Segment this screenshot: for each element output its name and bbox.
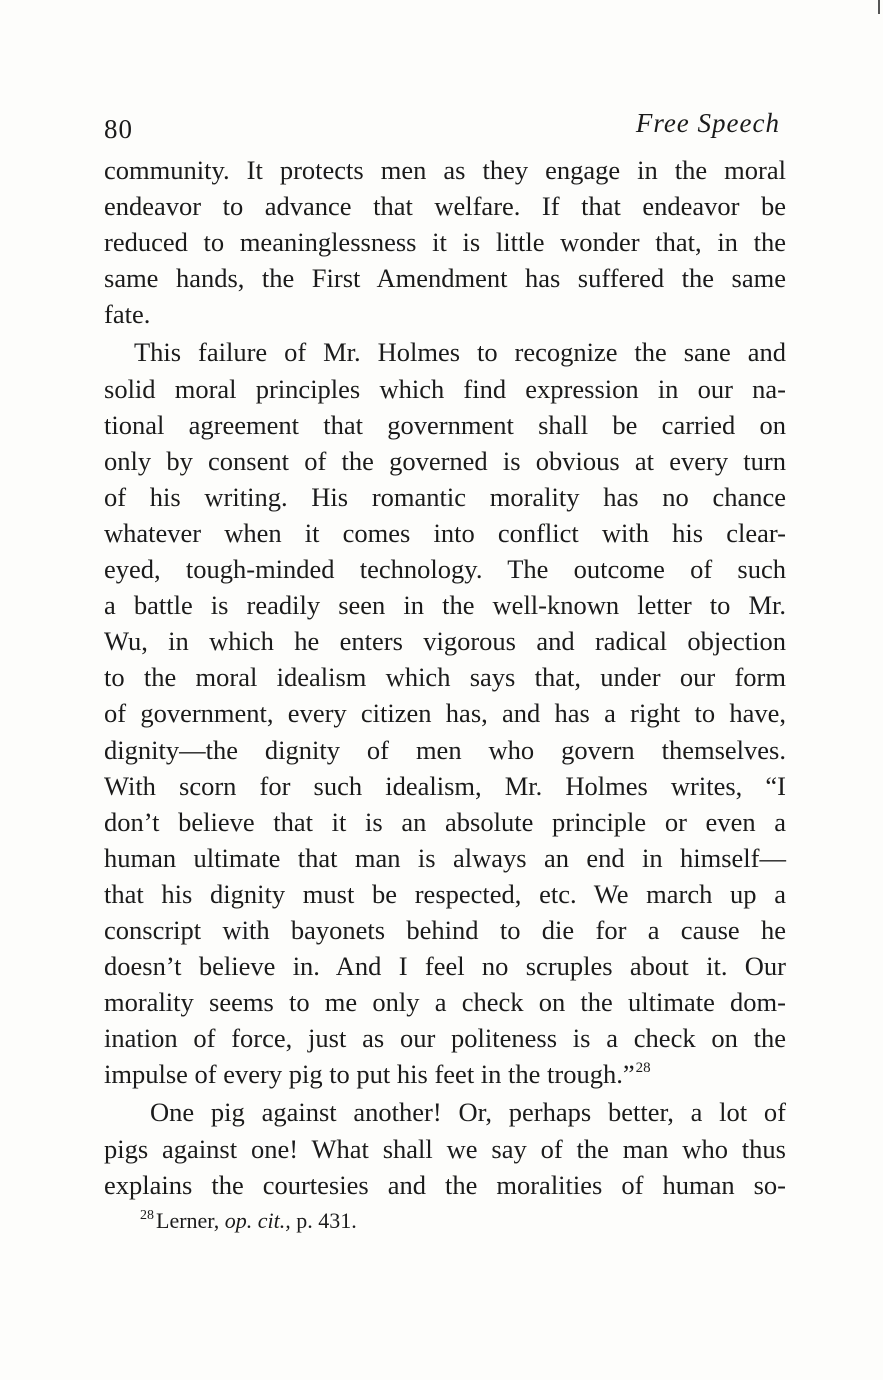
text-line: fate.	[104, 299, 151, 330]
text-line: of government, every citizen has, and has a right to have,	[104, 698, 786, 729]
text-line: Wu, in which he enters vigorous and radical objection	[104, 626, 786, 657]
text-line: to the moral idealism which says that, under our form	[104, 662, 786, 693]
body-text	[104, 152, 786, 1203]
text-line: conscript with bayonets behind to die for a cause he	[104, 914, 786, 945]
text-line: ination of force, just as our politeness is a check on the	[104, 1023, 786, 1054]
text-line: that his dignity must be respected, etc. We march up a	[104, 878, 786, 909]
text-line: of his writing. His romantic morality has no chance	[104, 481, 786, 512]
running-title: Free Speech	[635, 108, 780, 138]
text-line: whatever when it comes into conflict with his clear-	[104, 517, 786, 548]
text-line: This failure of Mr. Holmes to recognize the sane and	[134, 337, 786, 368]
footnote	[140, 1208, 357, 1234]
text-line: dignity—the dignity of men who govern themselves.	[104, 734, 786, 765]
text-line: don’t believe that it is an absolute principle or even a	[104, 806, 786, 837]
text-line: explains the courtesies and the moralities of human so-	[104, 1169, 786, 1200]
text-line: community. It protects men as they engage in the moral	[104, 155, 786, 185]
page-number: 80	[104, 114, 133, 144]
text-line: endeavor to advance that welfare. If that endeavor be	[104, 191, 786, 222]
footnote-page: p. 431.	[290, 1208, 357, 1233]
running-head	[104, 108, 780, 148]
text-line: One pig against another! Or, perhaps better, a lot of	[150, 1097, 786, 1128]
text-line: same hands, the First Amendment has suffered the same	[104, 263, 786, 294]
text-line: tional agreement that government shall be carried on	[104, 409, 786, 440]
text-line: With scorn for such idealism, Mr. Holmes writes, “I	[104, 770, 786, 801]
text-line: only by consent of the governed is obvious at every turn	[104, 445, 786, 476]
footnote-number: 28	[140, 1207, 154, 1223]
text-line: impulse of every pig to put his feet in the trough.”	[104, 1059, 635, 1090]
text-line: a battle is readily seen in the well-known letter to Mr.	[104, 590, 786, 621]
text-line: reduced to meaninglessness it is little wonder that, in the	[104, 227, 786, 258]
text-line: eyed, tough-minded technology. The outcome of such	[104, 554, 786, 585]
text-line: human ultimate that man is always an end in himself—	[104, 842, 786, 873]
footnote-reference: 28	[635, 1059, 651, 1076]
text-line: doesn’t believe in. And I feel no scruples about it. Our	[104, 951, 786, 982]
text-line: morality seems to me only a check on the ultimate dom-	[104, 987, 786, 1018]
text-line-with-footnote	[104, 1056, 786, 1092]
text-line: solid moral principles which find expression in our na-	[104, 373, 786, 404]
footnote-author: Lerner,	[156, 1208, 225, 1233]
scan-edge-mark	[878, 0, 880, 14]
text-line: pigs against one! What shall we say of the man who thus	[104, 1133, 786, 1164]
footnote-op-cit: op. cit.,	[224, 1208, 291, 1233]
